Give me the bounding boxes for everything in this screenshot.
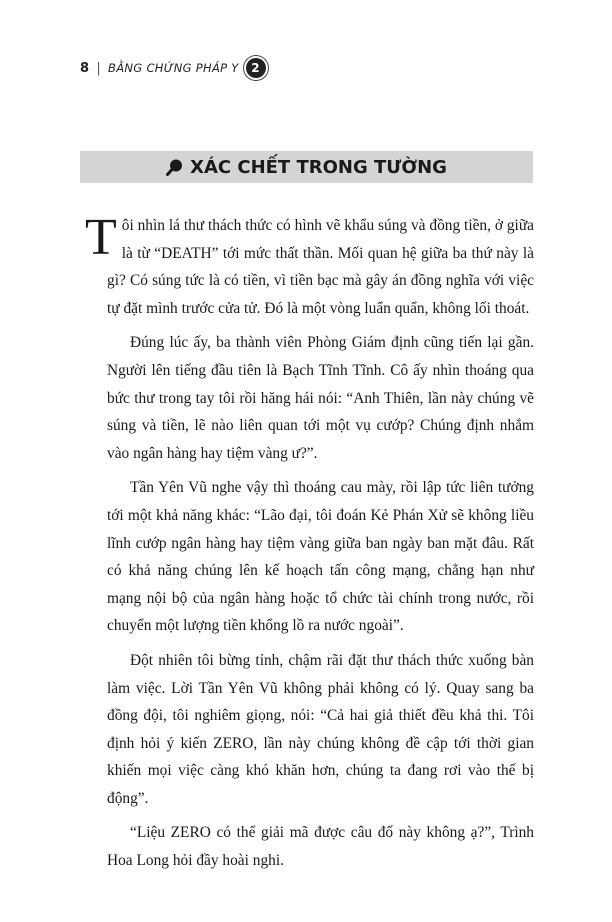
paragraph: Tần Yên Vũ nghe vậy thì thoáng cau mày, rồi lập tức liên tưởng tới một khả năng khác: “Lão đại, tôi đoán Kẻ Phán Xử sẽ không liều lĩnh cướp ngân hàng hay tiệm vàng giữa ban ngày ban mặt đâu. Rất có khả năng chúng lên kế hoạch tấn công mạng, chẳng hạn như mạng nội bộ của ngân hàng hoặc tổ chức tài chính trong nước, rồi chuyển một lượng tiền khổng lồ ra nước ngoài”. (107, 479, 534, 635)
paragraph: “Liệu ZERO có thể giải mã được câu đố này không ạ?”, Trình Hoa Long hỏi đầy hoài nghi. (107, 824, 534, 870)
chapter-title: XÁC CHẾT TRONG TƯỜNG (190, 156, 447, 178)
chapter-title-bar (80, 151, 533, 183)
paragraph-text: ôi nhìn lá thư thách thức có hình vẽ khẩu súng và đồng tiền, ở giữa là từ “DEATH” tới mức thất thần. Mối quan hệ giữa ba thứ này là gì? Có súng tức là có tiền, vì tiền bạc mà gây án đồng nghĩa với việc tự đặt mình trước cửa tử. Đó là một vòng luẩn quẩn, không lối thoát. (107, 217, 534, 317)
book-title: BẰNG CHỨNG PHÁP Y (108, 61, 239, 75)
paragraph (85, 209, 534, 322)
paragraph: Đúng lúc ấy, ba thành viên Phòng Giám định cũng tiến lại gần. Người lên tiếng đầu tiên là Bạch Tĩnh Tĩnh. Cô ấy nhìn thoáng qua bức thư trong tay tôi rồi hăng hái nói: “Anh Thiên, lần này chúng vẽ súng và tiền, lẽ nào liên quan tới một vụ cướp? Chúng định nhắm vào ngân hàng hay tiệm vàng ư?”. (107, 334, 534, 462)
header-separator: | (96, 60, 102, 76)
volume-badge: 2 (246, 58, 266, 78)
body-text (85, 209, 534, 882)
page-number: 8 (80, 60, 90, 76)
magnifier-icon (166, 158, 184, 176)
drop-cap: T (85, 209, 117, 266)
running-header (80, 58, 266, 78)
paragraph: Đột nhiên tôi bừng tỉnh, chậm rãi đặt thư thách thức xuống bàn làm việc. Lời Tần Yên Vũ không phải không có lý. Quay sang ba đồng đội, tôi nghiêm giọng, nói: “Cả hai giả thiết đều khả thi. Tôi định hỏi ý kiến ZERO, lần này chúng không đề cập tới thời gian khiến mọi việc càng khó khăn hơn, chúng ta đang rơi vào thế bị động”. (107, 651, 534, 807)
